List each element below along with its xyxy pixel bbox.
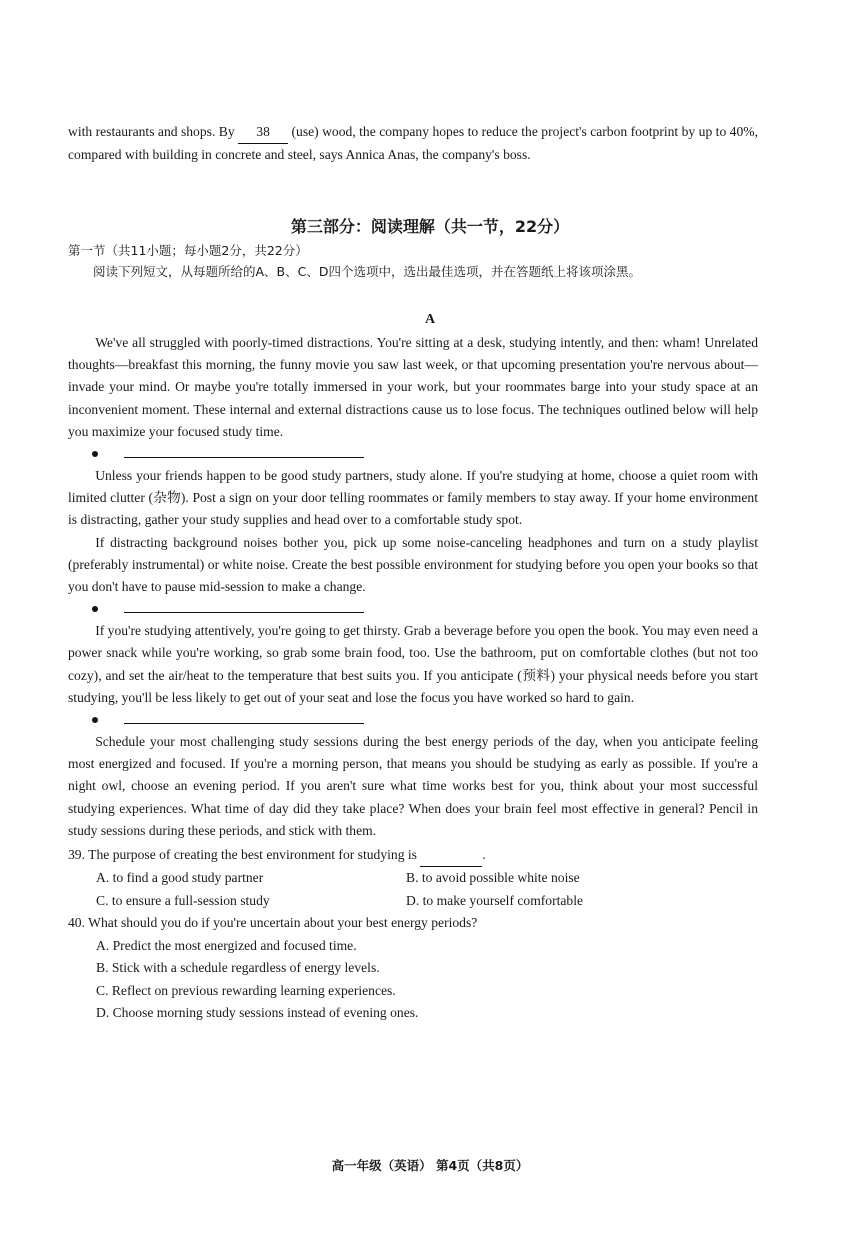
question-39 (68, 844, 758, 912)
carryover-text-end: (use) wood, the company hopes to reduce the project's carbon footprint by up to 40%, compared with building in concrete and steel, says Annica Anas, the company's boss. (68, 124, 758, 163)
passage-intro: We've all struggled with poorly-timed distractions. You're sitting at a desk, studying intently, and then: wham! Unrelated thoughts—breakfast this morning, the funny movie you saw last week, or that upcoming presentation you're nervous about—invade your mind. Or maybe you're totally immersed in your work, but your roommates barge into your study space at an inconvenient moment. These internal and external distractions cause us to lose focus. The techniques outlined below will help you maximize your focused study time. (68, 335, 758, 439)
question-stem: What should you do if you're uncertain about your best energy periods? (88, 915, 478, 931)
option-c: C. to ensure a full-session study (96, 892, 270, 908)
answer-blank (420, 844, 482, 867)
carryover-text-start: with restaurants and shops. By (68, 124, 239, 139)
bullet-dot (92, 606, 98, 612)
question-number: 40. (68, 915, 85, 931)
option-b: B. Stick with a schedule regardless of energy levels. (96, 960, 380, 976)
question-number: 39. (68, 847, 85, 863)
option-a: A. to find a good study partner (96, 870, 264, 886)
question-40 (68, 912, 758, 1024)
passage-label: A (424, 312, 436, 327)
answer-line (124, 612, 364, 613)
section1-paragraph1: Unless your friends happen to be good study partners, study alone. If you're studying at home, choose a quiet room with limited clutter (杂物). Post a sign on your door telling roommates or family members to stay away. If your home environment is distracting, gather your study supplies and head over to a comfortable study spot. (68, 468, 758, 528)
section-heading: 第一节（共11小题；每小题2分，共22分） (68, 243, 308, 258)
part-title: 第三部分：阅读理解（共一节，22分） (290, 217, 570, 236)
bullet-dot (92, 451, 98, 457)
option-c: C. Reflect on previous rewarding learning experiences. (96, 982, 396, 998)
section2-paragraph1: If you're studying attentively, you're going to get thirsty. Grab a beverage before you open the book. You may even need a power snack while you're working, so grab some brain food, too. Use the bathroom, put on comfortable clothes (but not too cozy), and set the air/heat to the temperature that best suits you. If you anticipate (预料) your physical needs before you start studying, you'll be less likely to get out of your seat and lose the focus you have worked so hard to gain. (68, 623, 758, 705)
options-row-1 (68, 867, 758, 889)
option-a: A. Predict the most energized and focused time. (96, 937, 357, 953)
option-d: D. Choose morning study sessions instead of evening ones. (96, 1004, 419, 1020)
stem-end: . (482, 847, 486, 863)
option-b: B. to avoid possible white noise (406, 870, 580, 886)
question-stem: The purpose of creating the best environment for studying is (88, 847, 417, 863)
subheading-blank-3 (68, 709, 758, 731)
page-footer: 高一年级（英语） 第4页（共8页） (331, 1158, 529, 1173)
section3-paragraph1: Schedule your most challenging study sessions during the best energy periods of the day, when you anticipate feeling most energized and focused. If you're a morning person, that means you should be studying as early as possible. If you're a night owl, choose an evening period. If you aren't sure what time works best for you, think about your most successful studying experiences. What time of day did they take place? When does your brain feel most effective in general? Pencil in study sessions during these periods, and stick with them. (68, 734, 758, 838)
blank-38: 38 (238, 121, 288, 144)
bullet-dot (92, 717, 98, 723)
carryover-paragraph (68, 121, 758, 166)
subheading-blank-2 (68, 598, 758, 620)
answer-line (124, 457, 364, 458)
passage-body (68, 332, 758, 1024)
answer-line (124, 723, 364, 724)
section1-paragraph2: If distracting background noises bother you, pick up some noise-canceling headphones and turn on a study playlist (preferably instrumental) or white noise. Create the best possible environment for studying before you open your books so that you don't have to pause mid-session to make a change. (68, 534, 758, 595)
section-instructions (68, 240, 758, 282)
option-d: D. to make yourself comfortable (406, 892, 584, 908)
options-row-2 (68, 890, 758, 912)
instructions-text: 阅读下列短文，从每题所给的A、B、C、D四个选项中，选出最佳选项，并在答题纸上将该项涂黑。 (93, 264, 641, 279)
subheading-blank-1 (68, 443, 758, 465)
